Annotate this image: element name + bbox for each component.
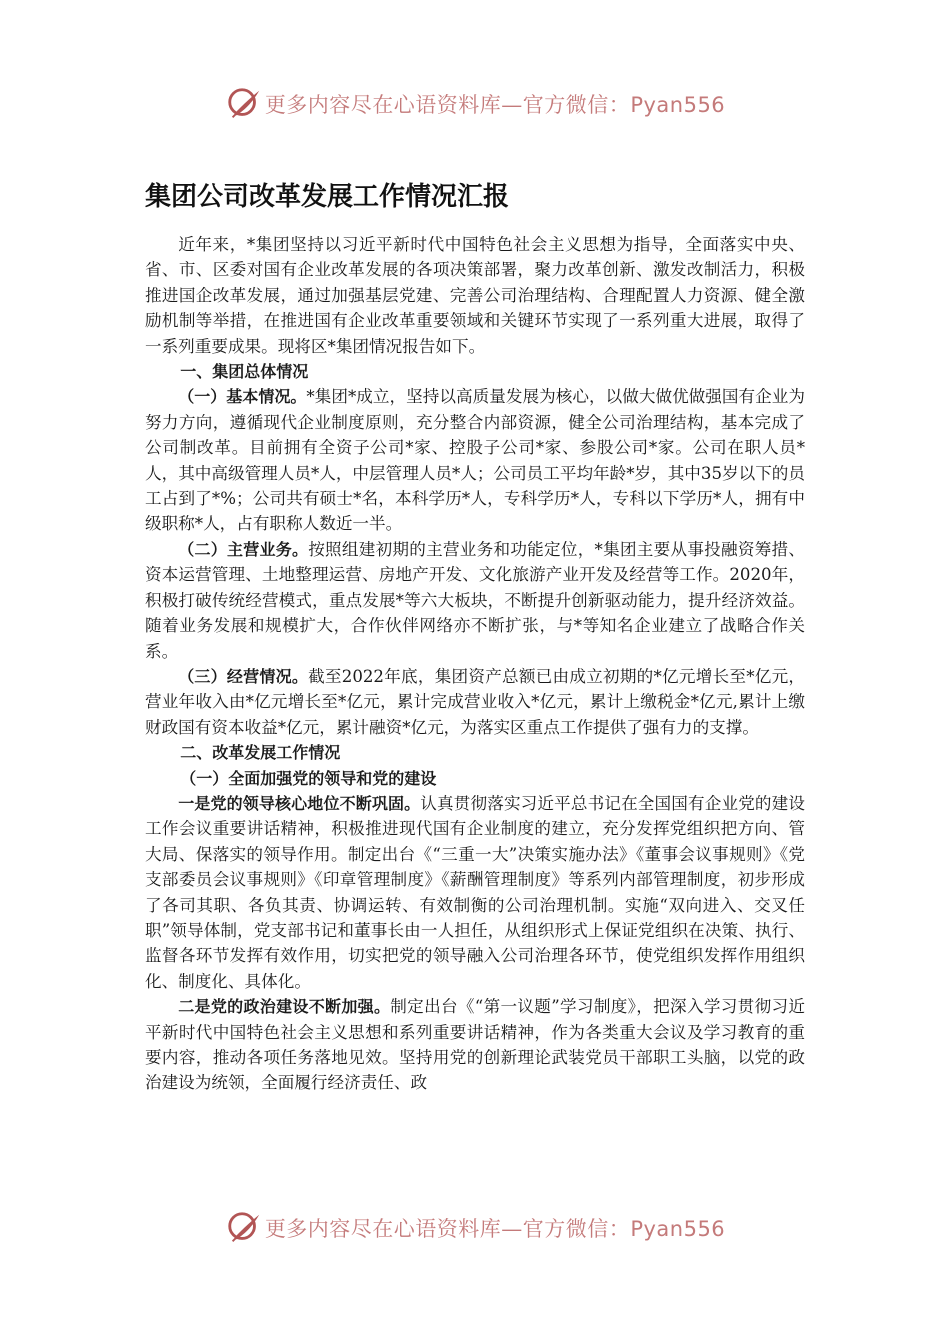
- operations-paragraph: [145, 664, 805, 740]
- main-business-text: 按照组建初期的主营业务和功能定位，*集团主要从事投融资筹措、资本运营管理、土地整理运营、房地产开发、文化旅游产业开发及经营等工作。2020年，积极打破传统经营模式，重点发展*等六大板块，不断提升创新驱动能力，提升经济效益。随着业务发展和规模扩大，合作伙伴网络亦不断扩张，与*等知名企业建立了战略合作关系。: [145, 539, 805, 661]
- operations-text: 截至2022年底，集团资产总额已由成立初期的*亿元增长至*亿元，营业年收入由*亿元增长至*亿元，累计完成营业收入*亿元，累计上缴税金*亿元,累计上缴财政国有资本收益*亿元，累计融资*亿元，为落实区重点工作提供了强有力的支撑。: [145, 666, 805, 737]
- basic-info-text: *集团*成立，坚持以高质量发展为核心，以做大做优做强国有企业为努力方向，遵循现代企业制度原则，充分整合内部资源，健全公司治理结构，基本完成了公司制改革。目前拥有全资子公司*家、控股子公司*家、参股公司*家。公司在职人员*人，其中高级管理人员*人，中层管理人员*人；公司员工平均年龄*岁，其中35岁以下的员工占到了*%；公司共有硕士*名，本科学历*人，专科学历*人，专科以下学历*人，拥有中级职称*人，占有职称人数近一半。: [145, 387, 805, 534]
- document-title: 集团公司改革发展工作情况汇报: [145, 182, 510, 212]
- header-watermark-banner: [0, 84, 950, 124]
- basic-info-paragraph: [145, 384, 805, 536]
- document-body: [145, 232, 805, 1096]
- banner-text: 更多内容尽在心语资料库—官方微信：: [264, 1217, 631, 1241]
- party-leadership-text: 认真贯彻落实习近平总书记在全国国有企业党的建设工作会议重要讲话精神，积极推进现代国有企业制度的建立，充分发挥党组织把方向、管大局、保落实的领导作用。制定出台《“三重一大”决策实施办法》《董事会议事规则》《党支部委员会议事规则》《印章管理制度》《薪酬管理制度》等系列内部管理制度，初步形成了各司其职、各负其责、协调运转、有效制衡的公司治理机制。实施“双向进入、交叉任职”领导体制，党支部书记和董事长由一人担任，从组织形式上保证党组织在决策、执行、监督各环节发挥有效作用，切实把党的领导融入公司治理各环节，使党组织发挥作用组织化、制度化、具体化。: [145, 793, 805, 991]
- footer-watermark-banner: [0, 1208, 950, 1248]
- main-business-lead: （二）主营业务。: [178, 539, 309, 559]
- quill-logo-icon: [225, 85, 263, 123]
- section-heading-2: 二、改革发展工作情况: [180, 743, 341, 763]
- section-heading-1: 一、集团总体情况: [180, 362, 309, 382]
- quill-logo-icon: [225, 1209, 263, 1247]
- operations-lead: （三）经营情况。: [178, 666, 309, 686]
- subsection-heading-2-1: （一）全面加强党的领导和党的建设: [180, 768, 437, 788]
- banner-wechat-id: Pyan556: [630, 93, 726, 117]
- political-building-paragraph: [145, 994, 805, 1096]
- party-leadership-paragraph: [145, 791, 805, 994]
- political-building-text: 制定出台《“第一议题”学习制度》，把深入学习贯彻习近平新时代中国特色社会主义思想和系列重要讲话精神，作为各类重大会议及学习教育的重要内容，推动各项任务落地见效。坚持用党的创新理论武装党员干部职工头脑，以党的政治建设为统领，全面履行经济责任、政: [145, 997, 805, 1093]
- intro-paragraph: 近年来，*集团坚持以习近平新时代中国特色社会主义思想为指导，全面落实中央、省、市、区委对国有企业改革发展的各项决策部署，聚力改革创新、激发改制活力，积极推进国企改革发展，通过加强基层党建、完善公司治理结构、合理配置人力资源、健全激励机制等举措，在推进国有企业改革重要领域和关键环节实现了一系列重大进展，取得了一系列重要成果。现将区*集团情况报告如下。: [145, 235, 805, 356]
- main-business-paragraph: [145, 537, 805, 664]
- basic-info-lead: （一）基本情况。: [178, 387, 307, 407]
- banner-wechat-id: Pyan556: [630, 1217, 726, 1241]
- party-leadership-lead: 一是党的领导核心地位不断巩固。: [178, 793, 421, 813]
- political-building-lead: 二是党的政治建设不断加强。: [178, 997, 391, 1017]
- banner-text: 更多内容尽在心语资料库—官方微信：: [264, 93, 631, 117]
